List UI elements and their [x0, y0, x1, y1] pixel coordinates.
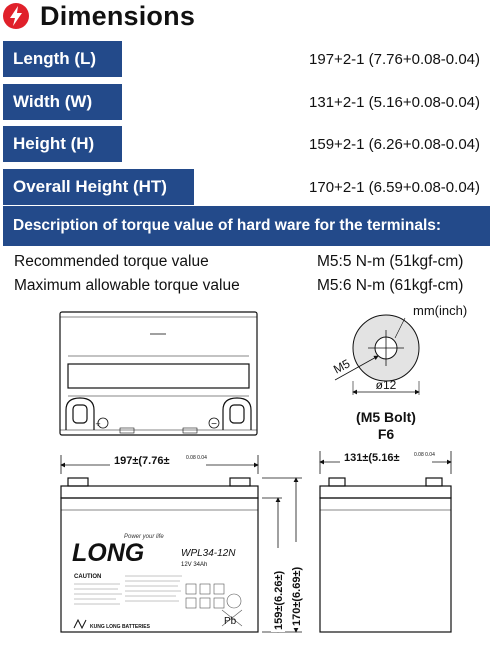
- width-tolerance: 0.08 0.04: [414, 452, 435, 458]
- dimension-label: Width (W): [3, 84, 122, 120]
- product-label: [72, 534, 242, 630]
- dimension-value: 197+2-1 (7.76+0.08-0.04): [309, 50, 480, 68]
- height-dimension: 159±(6.26±): [273, 570, 285, 630]
- model-number: WPL34-12N: [181, 548, 236, 559]
- page-title: Dimensions: [40, 0, 196, 31]
- torque-heading: Description of torque value of hard ware for the terminals:: [3, 206, 490, 246]
- dimension-value: 159+2-1 (6.26+0.08-0.04): [309, 135, 480, 153]
- width-dimension: 131±(5.16±: [344, 452, 400, 464]
- torque-label: Maximum allowable torque value: [14, 277, 240, 294]
- bolt-name: (M5 Bolt): [356, 409, 416, 425]
- dimension-label: Length (L): [3, 41, 122, 77]
- maker-logo-icon: [74, 620, 86, 628]
- battery-side-view: [320, 478, 451, 632]
- torque-value: M5:5 N-m (51kgf-cm): [317, 253, 464, 270]
- plus-sign: +: [95, 419, 101, 429]
- rating-label: 12V 34Ah: [181, 562, 208, 568]
- overall-height-dimension: 170±(6.69±): [291, 566, 303, 626]
- lead-symbol: Pb: [224, 616, 237, 627]
- diameter-label: ø12: [375, 378, 397, 392]
- maker-name: KUNG LONG BATTERIES: [90, 624, 150, 630]
- length-tolerance: 0.08 0.04: [186, 455, 207, 461]
- m5-label: M5: [331, 356, 353, 377]
- dimension-value: 170+2-1 (6.59+0.08-0.04): [309, 178, 480, 196]
- torque-value: M5:6 N-m (61kgf-cm): [317, 277, 464, 294]
- brand-logo: LONG: [72, 539, 145, 567]
- dimension-label: Overall Height (HT): [3, 169, 194, 205]
- battery-top-view: [60, 312, 257, 435]
- bolt-code: F6: [377, 426, 395, 442]
- unit-label: mm(inch): [413, 303, 468, 318]
- caution-heading: CAUTION: [74, 574, 102, 580]
- length-dimension: 197±(7.76±: [114, 455, 170, 467]
- dimension-label: Height (H): [3, 126, 122, 162]
- torque-label: Recommended torque value: [14, 253, 209, 270]
- brand-tagline: Power your life: [124, 534, 164, 540]
- dimension-value: 131+2-1 (5.16+0.08-0.04): [309, 93, 480, 111]
- minus-sign: −: [211, 419, 217, 430]
